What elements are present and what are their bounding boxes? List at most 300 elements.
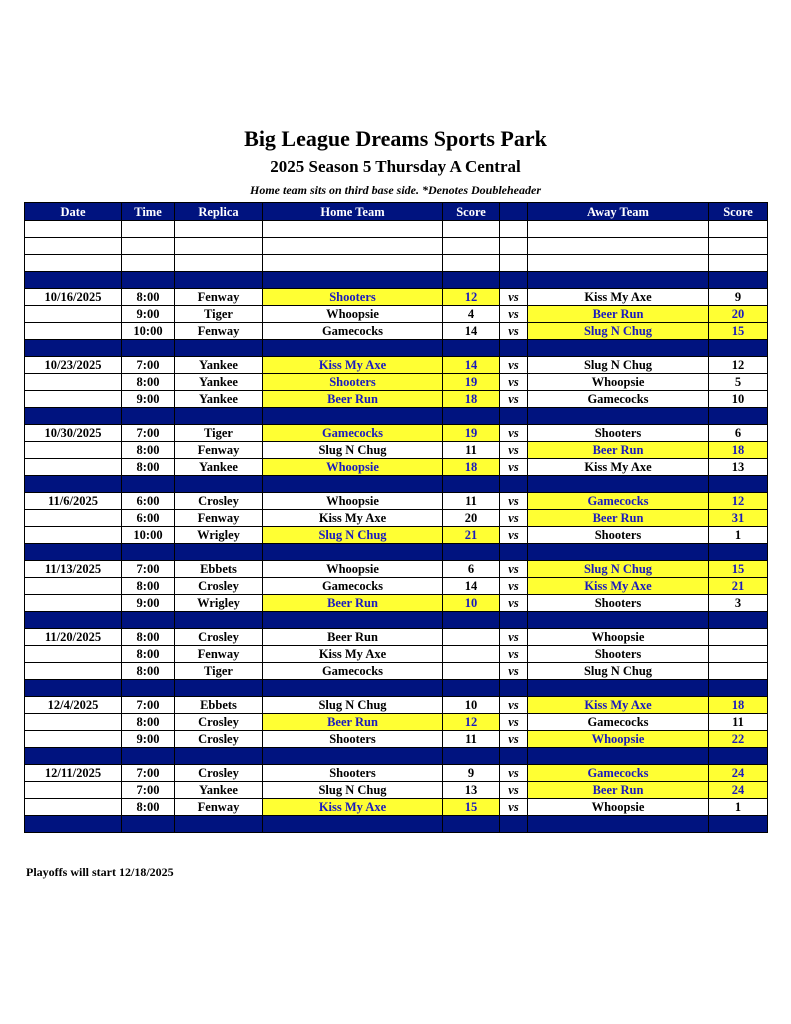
- separator-cell: [709, 476, 768, 493]
- separator-cell: [263, 408, 443, 425]
- game-replica: Crosley: [175, 714, 263, 731]
- away-team: Gamecocks: [528, 714, 709, 731]
- blank-cell: [443, 238, 500, 255]
- home-score: [443, 629, 500, 646]
- home-score: 19: [443, 425, 500, 442]
- blank-cell: [500, 238, 528, 255]
- game-time: 8:00: [122, 714, 175, 731]
- vs-label: vs: [500, 578, 528, 595]
- separator-cell: [175, 272, 263, 289]
- separator-cell: [500, 748, 528, 765]
- game-row: [25, 357, 768, 374]
- away-score: 1: [709, 527, 768, 544]
- away-team: Kiss My Axe: [528, 459, 709, 476]
- away-team: Beer Run: [528, 510, 709, 527]
- home-team: Beer Run: [263, 629, 443, 646]
- game-replica: Fenway: [175, 646, 263, 663]
- week-separator-row: [25, 612, 768, 629]
- blank-cell: [709, 221, 768, 238]
- page-subtitle: 2025 Season 5 Thursday A Central: [270, 157, 521, 176]
- game-replica: Wrigley: [175, 595, 263, 612]
- away-score: 5: [709, 374, 768, 391]
- away-team: Shooters: [528, 595, 709, 612]
- away-score: 20: [709, 306, 768, 323]
- home-score: 12: [443, 289, 500, 306]
- home-team: Whoopsie: [263, 493, 443, 510]
- vs-label: vs: [500, 663, 528, 680]
- separator-cell: [175, 612, 263, 629]
- home-team: Gamecocks: [263, 663, 443, 680]
- game-date: [25, 306, 122, 323]
- blank-row: [25, 255, 768, 272]
- col-header-home-team: Home Team: [263, 203, 443, 221]
- vs-label: vs: [500, 493, 528, 510]
- game-row: [25, 595, 768, 612]
- separator-cell: [500, 340, 528, 357]
- game-replica: Yankee: [175, 782, 263, 799]
- separator-cell: [263, 612, 443, 629]
- separator-cell: [709, 544, 768, 561]
- game-date: [25, 782, 122, 799]
- separator-cell: [500, 680, 528, 697]
- game-row: [25, 306, 768, 323]
- game-replica: Crosley: [175, 578, 263, 595]
- separator-cell: [443, 816, 500, 833]
- game-date: [25, 527, 122, 544]
- game-row: [25, 289, 768, 306]
- away-score: 31: [709, 510, 768, 527]
- blank-cell: [122, 238, 175, 255]
- separator-cell: [263, 748, 443, 765]
- game-row: [25, 493, 768, 510]
- game-replica: Crosley: [175, 629, 263, 646]
- separator-cell: [443, 748, 500, 765]
- away-team: Whoopsie: [528, 629, 709, 646]
- week-separator-row: [25, 748, 768, 765]
- home-team: Beer Run: [263, 391, 443, 408]
- game-replica: Crosley: [175, 765, 263, 782]
- home-score: 21: [443, 527, 500, 544]
- game-row: [25, 646, 768, 663]
- separator-cell: [709, 680, 768, 697]
- game-time: 7:00: [122, 357, 175, 374]
- vs-label: vs: [500, 459, 528, 476]
- game-date: [25, 714, 122, 731]
- schedule-body: [25, 221, 768, 833]
- separator-cell: [25, 476, 122, 493]
- vs-label: vs: [500, 527, 528, 544]
- game-row: [25, 442, 768, 459]
- away-score: 1: [709, 799, 768, 816]
- blank-cell: [500, 255, 528, 272]
- game-date: [25, 323, 122, 340]
- week-separator-row: [25, 680, 768, 697]
- blank-cell: [528, 221, 709, 238]
- blank-cell: [500, 221, 528, 238]
- vs-label: vs: [500, 442, 528, 459]
- away-score: 15: [709, 561, 768, 578]
- blank-row: [25, 221, 768, 238]
- game-time: 9:00: [122, 595, 175, 612]
- separator-cell: [263, 544, 443, 561]
- away-team: Beer Run: [528, 306, 709, 323]
- home-score: 12: [443, 714, 500, 731]
- separator-cell: [528, 476, 709, 493]
- home-team: Slug N Chug: [263, 442, 443, 459]
- separator-cell: [528, 272, 709, 289]
- week-separator-row: [25, 272, 768, 289]
- game-replica: Ebbets: [175, 697, 263, 714]
- separator-cell: [443, 476, 500, 493]
- home-score: 18: [443, 459, 500, 476]
- separator-cell: [528, 408, 709, 425]
- col-header-time: Time: [122, 203, 175, 221]
- game-date: 11/6/2025: [25, 493, 122, 510]
- game-replica: Ebbets: [175, 561, 263, 578]
- away-team: Shooters: [528, 646, 709, 663]
- away-score: 13: [709, 459, 768, 476]
- away-team: Slug N Chug: [528, 561, 709, 578]
- home-team: Gamecocks: [263, 425, 443, 442]
- game-replica: Fenway: [175, 289, 263, 306]
- blank-cell: [709, 255, 768, 272]
- away-team: Gamecocks: [528, 493, 709, 510]
- blank-row: [25, 238, 768, 255]
- separator-cell: [175, 408, 263, 425]
- separator-cell: [122, 680, 175, 697]
- separator-cell: [25, 340, 122, 357]
- game-date: [25, 646, 122, 663]
- separator-cell: [263, 272, 443, 289]
- home-score: 14: [443, 357, 500, 374]
- game-row: [25, 578, 768, 595]
- home-score: 11: [443, 731, 500, 748]
- game-replica: Yankee: [175, 459, 263, 476]
- seating-note: Home team sits on third base side. *Denotes Doubleheader: [250, 183, 541, 197]
- home-score: 6: [443, 561, 500, 578]
- blank-cell: [25, 255, 122, 272]
- home-team: Slug N Chug: [263, 697, 443, 714]
- game-row: [25, 714, 768, 731]
- home-team: Slug N Chug: [263, 527, 443, 544]
- separator-cell: [122, 544, 175, 561]
- separator-cell: [528, 748, 709, 765]
- game-replica: Yankee: [175, 391, 263, 408]
- game-time: 8:00: [122, 459, 175, 476]
- separator-cell: [528, 340, 709, 357]
- away-score: [709, 629, 768, 646]
- game-replica: Fenway: [175, 510, 263, 527]
- blank-cell: [25, 221, 122, 238]
- away-score: 24: [709, 765, 768, 782]
- away-score: 18: [709, 697, 768, 714]
- week-separator-row: [25, 476, 768, 493]
- home-score: 10: [443, 595, 500, 612]
- blank-cell: [175, 238, 263, 255]
- game-replica: Fenway: [175, 442, 263, 459]
- game-time: 8:00: [122, 289, 175, 306]
- vs-label: vs: [500, 561, 528, 578]
- separator-cell: [709, 340, 768, 357]
- separator-cell: [709, 748, 768, 765]
- game-time: 10:00: [122, 527, 175, 544]
- separator-cell: [528, 680, 709, 697]
- game-time: 8:00: [122, 578, 175, 595]
- blank-cell: [528, 238, 709, 255]
- blank-cell: [122, 255, 175, 272]
- home-score: 20: [443, 510, 500, 527]
- game-row: [25, 323, 768, 340]
- schedule-table: [24, 202, 768, 833]
- home-team: Kiss My Axe: [263, 799, 443, 816]
- game-date: 10/16/2025: [25, 289, 122, 306]
- vs-label: vs: [500, 782, 528, 799]
- home-team: Kiss My Axe: [263, 646, 443, 663]
- separator-cell: [709, 612, 768, 629]
- game-time: 8:00: [122, 646, 175, 663]
- separator-cell: [175, 816, 263, 833]
- game-replica: Yankee: [175, 374, 263, 391]
- game-row: [25, 561, 768, 578]
- home-score: 14: [443, 323, 500, 340]
- game-replica: Tiger: [175, 306, 263, 323]
- vs-label: vs: [500, 714, 528, 731]
- blank-cell: [263, 238, 443, 255]
- blank-cell: [443, 221, 500, 238]
- home-team: Slug N Chug: [263, 782, 443, 799]
- separator-cell: [528, 816, 709, 833]
- home-score: 15: [443, 799, 500, 816]
- away-team: Gamecocks: [528, 765, 709, 782]
- away-team: Kiss My Axe: [528, 289, 709, 306]
- separator-cell: [175, 340, 263, 357]
- home-score: [443, 663, 500, 680]
- separator-cell: [122, 748, 175, 765]
- away-score: [709, 646, 768, 663]
- away-score: 15: [709, 323, 768, 340]
- game-time: 7:00: [122, 561, 175, 578]
- home-team: Shooters: [263, 765, 443, 782]
- home-score: 13: [443, 782, 500, 799]
- game-row: [25, 697, 768, 714]
- separator-cell: [122, 476, 175, 493]
- away-score: 18: [709, 442, 768, 459]
- game-date: 12/4/2025: [25, 697, 122, 714]
- home-score: 4: [443, 306, 500, 323]
- away-score: 22: [709, 731, 768, 748]
- separator-cell: [263, 816, 443, 833]
- playoffs-note: Playoffs will start 12/18/2025: [26, 865, 174, 879]
- home-team: Whoopsie: [263, 561, 443, 578]
- separator-cell: [528, 612, 709, 629]
- separator-cell: [500, 816, 528, 833]
- week-separator-row: [25, 816, 768, 833]
- separator-cell: [25, 544, 122, 561]
- game-time: 8:00: [122, 799, 175, 816]
- separator-cell: [122, 272, 175, 289]
- home-score: 11: [443, 493, 500, 510]
- game-time: 6:00: [122, 510, 175, 527]
- game-date: 11/20/2025: [25, 629, 122, 646]
- game-date: [25, 799, 122, 816]
- separator-cell: [122, 340, 175, 357]
- away-team: Whoopsie: [528, 374, 709, 391]
- separator-cell: [25, 816, 122, 833]
- game-replica: Yankee: [175, 357, 263, 374]
- away-team: Kiss My Axe: [528, 697, 709, 714]
- away-score: 10: [709, 391, 768, 408]
- away-score: 6: [709, 425, 768, 442]
- separator-cell: [175, 476, 263, 493]
- away-team: Beer Run: [528, 782, 709, 799]
- home-team: Beer Run: [263, 714, 443, 731]
- game-row: [25, 459, 768, 476]
- separator-cell: [25, 408, 122, 425]
- home-team: Gamecocks: [263, 323, 443, 340]
- game-date: [25, 459, 122, 476]
- home-score: 10: [443, 697, 500, 714]
- home-team: Whoopsie: [263, 459, 443, 476]
- game-date: 11/13/2025: [25, 561, 122, 578]
- game-row: [25, 629, 768, 646]
- game-row: [25, 782, 768, 799]
- away-score: 9: [709, 289, 768, 306]
- vs-label: vs: [500, 510, 528, 527]
- separator-cell: [443, 612, 500, 629]
- game-row: [25, 765, 768, 782]
- separator-cell: [500, 544, 528, 561]
- vs-label: vs: [500, 425, 528, 442]
- separator-cell: [528, 544, 709, 561]
- game-date: 10/30/2025: [25, 425, 122, 442]
- game-date: [25, 731, 122, 748]
- away-score: 21: [709, 578, 768, 595]
- separator-cell: [263, 680, 443, 697]
- game-time: 7:00: [122, 765, 175, 782]
- game-replica: Tiger: [175, 425, 263, 442]
- game-date: [25, 510, 122, 527]
- away-team: Shooters: [528, 425, 709, 442]
- home-team: Kiss My Axe: [263, 510, 443, 527]
- separator-cell: [263, 476, 443, 493]
- away-team: Whoopsie: [528, 731, 709, 748]
- separator-cell: [443, 340, 500, 357]
- away-team: Shooters: [528, 527, 709, 544]
- away-team: Whoopsie: [528, 799, 709, 816]
- game-time: 8:00: [122, 442, 175, 459]
- blank-cell: [175, 255, 263, 272]
- away-score: 11: [709, 714, 768, 731]
- separator-cell: [709, 816, 768, 833]
- game-time: 7:00: [122, 697, 175, 714]
- col-header-vs: [500, 203, 528, 221]
- separator-cell: [122, 408, 175, 425]
- separator-cell: [443, 272, 500, 289]
- away-team: Gamecocks: [528, 391, 709, 408]
- game-time: 10:00: [122, 323, 175, 340]
- game-replica: Crosley: [175, 731, 263, 748]
- home-team: Kiss My Axe: [263, 357, 443, 374]
- game-date: 12/11/2025: [25, 765, 122, 782]
- away-score: 3: [709, 595, 768, 612]
- home-team: Shooters: [263, 374, 443, 391]
- separator-cell: [175, 680, 263, 697]
- game-time: 8:00: [122, 374, 175, 391]
- away-team: Beer Run: [528, 442, 709, 459]
- blank-cell: [263, 255, 443, 272]
- game-date: [25, 374, 122, 391]
- col-header-home-score: Score: [443, 203, 500, 221]
- game-row: [25, 391, 768, 408]
- separator-cell: [443, 680, 500, 697]
- separator-cell: [175, 544, 263, 561]
- game-time: 6:00: [122, 493, 175, 510]
- game-time: 9:00: [122, 391, 175, 408]
- separator-cell: [500, 612, 528, 629]
- game-row: [25, 731, 768, 748]
- separator-cell: [122, 816, 175, 833]
- blank-cell: [25, 238, 122, 255]
- home-team: Shooters: [263, 731, 443, 748]
- separator-cell: [500, 476, 528, 493]
- vs-label: vs: [500, 595, 528, 612]
- home-score: 9: [443, 765, 500, 782]
- vs-label: vs: [500, 765, 528, 782]
- separator-cell: [25, 748, 122, 765]
- separator-cell: [25, 272, 122, 289]
- separator-cell: [25, 680, 122, 697]
- home-score: 14: [443, 578, 500, 595]
- vs-label: vs: [500, 697, 528, 714]
- col-header-away-score: Score: [709, 203, 768, 221]
- vs-label: vs: [500, 357, 528, 374]
- separator-cell: [263, 340, 443, 357]
- blank-cell: [263, 221, 443, 238]
- home-team: Whoopsie: [263, 306, 443, 323]
- blank-cell: [528, 255, 709, 272]
- game-replica: Wrigley: [175, 527, 263, 544]
- vs-label: vs: [500, 391, 528, 408]
- game-date: [25, 663, 122, 680]
- header-row: [25, 203, 768, 221]
- col-header-away-team: Away Team: [528, 203, 709, 221]
- home-team: Shooters: [263, 289, 443, 306]
- blank-cell: [122, 221, 175, 238]
- separator-cell: [709, 408, 768, 425]
- game-row: [25, 425, 768, 442]
- page-title: Big League Dreams Sports Park: [244, 126, 547, 151]
- home-score: 18: [443, 391, 500, 408]
- vs-label: vs: [500, 731, 528, 748]
- game-time: 8:00: [122, 663, 175, 680]
- game-row: [25, 510, 768, 527]
- col-header-date: Date: [25, 203, 122, 221]
- week-separator-row: [25, 340, 768, 357]
- col-header-replica: Replica: [175, 203, 263, 221]
- separator-cell: [443, 408, 500, 425]
- home-score: 11: [443, 442, 500, 459]
- week-separator-row: [25, 544, 768, 561]
- week-separator-row: [25, 408, 768, 425]
- game-row: [25, 799, 768, 816]
- vs-label: vs: [500, 323, 528, 340]
- game-replica: Fenway: [175, 323, 263, 340]
- game-replica: Tiger: [175, 663, 263, 680]
- home-team: Gamecocks: [263, 578, 443, 595]
- game-replica: Crosley: [175, 493, 263, 510]
- blank-cell: [709, 238, 768, 255]
- blank-cell: [175, 221, 263, 238]
